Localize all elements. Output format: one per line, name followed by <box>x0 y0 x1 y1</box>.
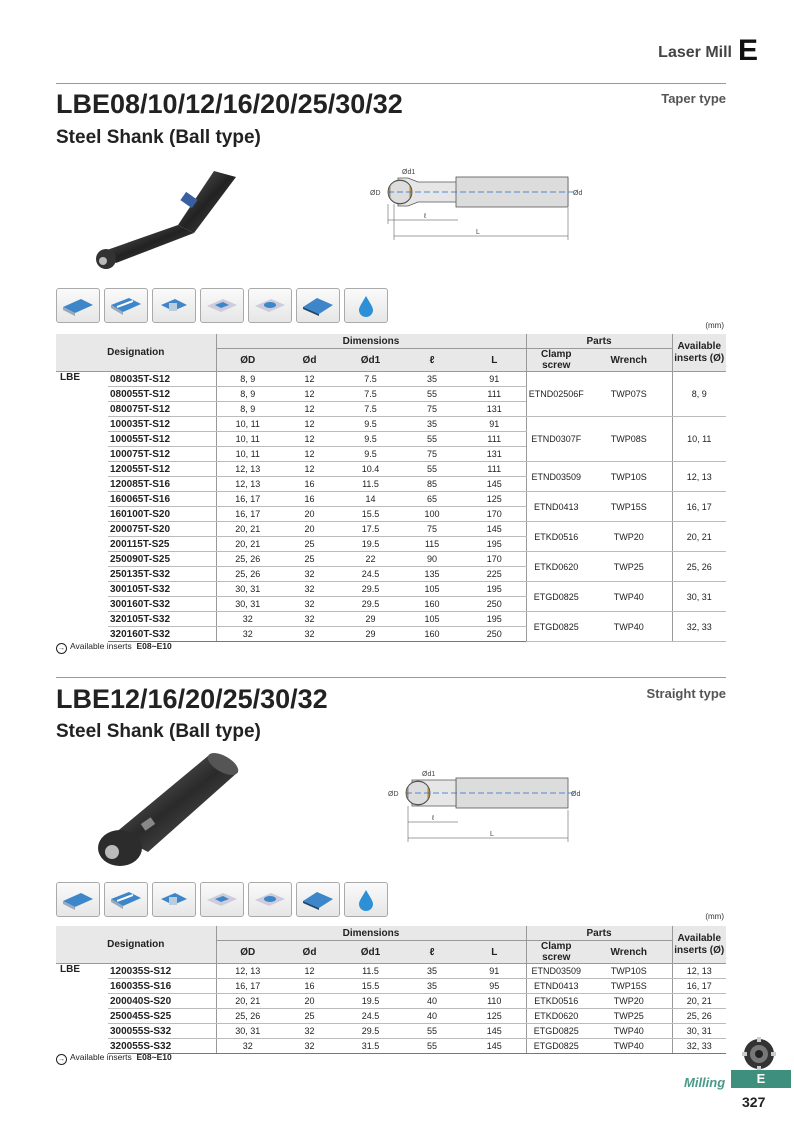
dimension-cell: 32 <box>279 1024 340 1039</box>
available-inserts-note: → Available inserts E08~E10 <box>58 1052 172 1063</box>
dimension-cell: 12 <box>279 964 340 979</box>
available-inserts-cell: 12, 13 <box>672 964 726 979</box>
milling-profile-icon <box>296 882 340 917</box>
wrench-cell: TWP15S <box>586 492 672 522</box>
dimension-cell: 131 <box>463 402 526 417</box>
application-icons <box>56 882 388 917</box>
dimension-cell: 11.5 <box>340 477 401 492</box>
clamp-screw-cell: ETND0413 <box>526 979 586 994</box>
application-icons <box>56 288 388 323</box>
chapter-letter: E <box>737 34 758 67</box>
dimension-cell: 29 <box>340 612 401 627</box>
milling-ramp-icon <box>248 882 292 917</box>
header-clamp: Clamp screw <box>526 349 586 372</box>
dimension-cell: 8, 9 <box>216 402 279 417</box>
dimension-cell: 95 <box>463 979 526 994</box>
dimension-cell: 8, 9 <box>216 387 279 402</box>
dimension-cell: 17.5 <box>340 522 401 537</box>
dimension-cell: 7.5 <box>340 387 401 402</box>
dimension-cell: 29.5 <box>340 597 401 612</box>
milling-step-icon <box>152 882 196 917</box>
series-label: LBE <box>60 372 80 383</box>
dimension-cell: 35 <box>401 964 463 979</box>
available-inserts-cell: 20, 21 <box>672 994 726 1009</box>
milling-pocket-icon <box>200 882 244 917</box>
designation-cell: 200075T-S20 <box>108 522 216 537</box>
available-inserts-cell: 30, 31 <box>672 582 726 612</box>
dimension-cell: 160 <box>401 597 463 612</box>
clamp-screw-cell: ETGD0825 <box>526 582 586 612</box>
divider <box>56 677 726 678</box>
coolant-drop-icon <box>344 882 388 917</box>
designation-cell: 320160T-S32 <box>108 627 216 642</box>
dimension-cell: 105 <box>401 582 463 597</box>
clamp-screw-cell: ETKD0620 <box>526 1009 586 1024</box>
table-row <box>56 994 726 1009</box>
table-row <box>56 462 726 477</box>
wrench-cell: TWP40 <box>586 612 672 642</box>
dimension-cell: 20, 21 <box>216 522 279 537</box>
dimension-cell: 7.5 <box>340 372 401 387</box>
dimension-cell: 12, 13 <box>216 462 279 477</box>
dimension-cell: 35 <box>401 979 463 994</box>
available-inserts-note: → Available inserts E08~E10 <box>58 641 172 652</box>
dimension-cell: 91 <box>463 964 526 979</box>
svg-text:ØD: ØD <box>388 791 399 798</box>
milling-slot-icon <box>104 288 148 323</box>
header-dimensions: Dimensions <box>216 926 526 941</box>
clamp-screw-cell: ETKD0620 <box>526 552 586 582</box>
dimension-cell: 125 <box>463 1009 526 1024</box>
dimension-cell: 250 <box>463 597 526 612</box>
section-subtitle: Steel Shank (Ball type) <box>56 721 261 742</box>
milling-profile-icon <box>296 288 340 323</box>
designation-cell: 080075T-S12 <box>108 402 216 417</box>
designation-cell: 100055T-S12 <box>108 432 216 447</box>
wrench-cell: TWP15S <box>586 979 672 994</box>
spec-table-straight <box>56 926 726 1054</box>
header-d1: Ød1 <box>340 941 401 964</box>
dimension-cell: 9.5 <box>340 447 401 462</box>
dimension-cell: 195 <box>463 582 526 597</box>
section-title: LBE08/10/12/16/20/25/30/32 <box>56 89 403 119</box>
designation-cell: 160065T-S16 <box>108 492 216 507</box>
designation-cell: 300105T-S32 <box>108 582 216 597</box>
designation-cell: 120055T-S12 <box>108 462 216 477</box>
dimension-cell: 75 <box>401 402 463 417</box>
wrench-cell: TWP10S <box>586 964 672 979</box>
available-inserts-cell: 25, 26 <box>672 552 726 582</box>
dimension-cell: 30, 31 <box>216 582 279 597</box>
wrench-cell: TWP08S <box>586 417 672 462</box>
dimension-cell: 40 <box>401 994 463 1009</box>
dimension-cell: 11.5 <box>340 964 401 979</box>
header-parts: Parts <box>526 334 672 349</box>
clamp-screw-cell: ETGD0825 <box>526 1024 586 1039</box>
dimension-cell: 12 <box>279 387 340 402</box>
unit-label: (mm) <box>705 912 724 921</box>
dimension-cell: 55 <box>401 1024 463 1039</box>
designation-cell: 320055S-S32 <box>108 1039 216 1054</box>
svg-text:L: L <box>490 831 494 838</box>
designation-cell: 320105T-S32 <box>108 612 216 627</box>
dimension-cell: 29.5 <box>340 1024 401 1039</box>
designation-cell: 250090T-S25 <box>108 552 216 567</box>
available-inserts-cell: 10, 11 <box>672 417 726 462</box>
clamp-screw-cell: ETKD0516 <box>526 522 586 552</box>
header-d1: Ød1 <box>340 349 401 372</box>
designation-cell: 200115T-S25 <box>108 537 216 552</box>
section-title: LBE12/16/20/25/30/32 <box>56 684 328 714</box>
dimension-cell: 135 <box>401 567 463 582</box>
dimension-cell: 32 <box>216 1039 279 1054</box>
reference-arrow-icon: → <box>58 1056 65 1063</box>
dimension-cell: 55 <box>401 432 463 447</box>
table-row <box>56 1024 726 1039</box>
dimension-cell: 24.5 <box>340 567 401 582</box>
svg-text:ℓ: ℓ <box>424 213 427 220</box>
table-row <box>56 552 726 567</box>
dimension-cell: 110 <box>463 994 526 1009</box>
milling-face-icon <box>56 882 100 917</box>
dimension-cell: 12, 13 <box>216 964 279 979</box>
dimension-cell: 16, 17 <box>216 507 279 522</box>
dimension-cell: 90 <box>401 552 463 567</box>
header-designation: Designation <box>56 334 216 372</box>
designation-cell: 100035T-S12 <box>108 417 216 432</box>
dimension-cell: 20, 21 <box>216 994 279 1009</box>
dimension-cell: 65 <box>401 492 463 507</box>
available-inserts-cell: 12, 13 <box>672 462 726 492</box>
dimension-cell: 15.5 <box>340 507 401 522</box>
dimension-cell: 100 <box>401 507 463 522</box>
milling-step-icon <box>152 288 196 323</box>
clamp-screw-cell: ETKD0516 <box>526 994 586 1009</box>
clamp-screw-cell: ETND03509 <box>526 462 586 492</box>
dimension-cell: 145 <box>463 477 526 492</box>
available-inserts-cell: 16, 17 <box>672 979 726 994</box>
dimension-cell: 12 <box>279 372 340 387</box>
dimension-cell: 55 <box>401 1039 463 1054</box>
dimension-cell: 25, 26 <box>216 567 279 582</box>
designation-cell: 080055T-S12 <box>108 387 216 402</box>
milling-ramp-icon <box>248 288 292 323</box>
dimension-cell: 12, 13 <box>216 477 279 492</box>
clamp-screw-cell: ETND0413 <box>526 492 586 522</box>
dimension-cell: 111 <box>463 462 526 477</box>
header-l: ℓ <box>401 941 463 964</box>
dimension-cell: 24.5 <box>340 1009 401 1024</box>
dimension-cell: 170 <box>463 552 526 567</box>
available-inserts-cell: 16, 17 <box>672 492 726 522</box>
table-row <box>56 372 726 387</box>
dimension-cell: 160 <box>401 627 463 642</box>
dimension-cell: 40 <box>401 1009 463 1024</box>
footer-category: Milling <box>684 1075 726 1090</box>
footer-letter-tab: E <box>731 1070 791 1088</box>
clamp-screw-cell: ETND0307F <box>526 417 586 462</box>
dimension-cell: 35 <box>401 372 463 387</box>
designation-cell: 160035S-S16 <box>108 979 216 994</box>
available-inserts-cell: 32, 33 <box>672 1039 726 1054</box>
dimension-cell: 145 <box>463 1024 526 1039</box>
dimension-cell: 19.5 <box>340 994 401 1009</box>
dimension-cell: 10.4 <box>340 462 401 477</box>
svg-text:Ød1: Ød1 <box>422 771 436 778</box>
dimension-cell: 75 <box>401 522 463 537</box>
milling-pocket-icon <box>200 288 244 323</box>
table-row <box>56 964 726 979</box>
available-inserts-cell: 20, 21 <box>672 522 726 552</box>
dimension-cell: 25, 26 <box>216 1009 279 1024</box>
table-row <box>56 522 726 537</box>
dimension-cell: 32 <box>216 627 279 642</box>
header-L: L <box>463 941 526 964</box>
product-image-straight <box>80 752 250 872</box>
designation-cell: 250045S-S25 <box>108 1009 216 1024</box>
dimension-cell: 25 <box>279 1009 340 1024</box>
dimension-cell: 75 <box>401 447 463 462</box>
designation-cell: 300055S-S32 <box>108 1024 216 1039</box>
divider <box>56 83 726 84</box>
designation-cell: 100075T-S12 <box>108 447 216 462</box>
clamp-screw-cell: ETND02506F <box>526 372 586 417</box>
designation-cell: 120035S-S12 <box>108 964 216 979</box>
dimension-cell: 111 <box>463 387 526 402</box>
dimension-cell: 131 <box>463 447 526 462</box>
available-inserts-cell: 30, 31 <box>672 1024 726 1039</box>
header-clamp: Clamp screw <box>526 941 586 964</box>
dimension-cell: 9.5 <box>340 432 401 447</box>
dimension-cell: 25 <box>279 537 340 552</box>
available-inserts-cell: 25, 26 <box>672 1009 726 1024</box>
dimension-cell: 16 <box>279 492 340 507</box>
dimension-cell: 85 <box>401 477 463 492</box>
dimension-cell: 225 <box>463 567 526 582</box>
wrench-cell: TWP20 <box>586 994 672 1009</box>
dimension-cell: 9.5 <box>340 417 401 432</box>
dimension-cell: 22 <box>340 552 401 567</box>
dimension-cell: 91 <box>463 417 526 432</box>
dimension-cell: 20 <box>279 507 340 522</box>
clamp-screw-cell: ETGD0825 <box>526 612 586 642</box>
designation-cell: 120085T-S16 <box>108 477 216 492</box>
table-row <box>56 417 726 432</box>
dimension-cell: 105 <box>401 612 463 627</box>
dimension-cell: 10, 11 <box>216 417 279 432</box>
coolant-drop-icon <box>344 288 388 323</box>
svg-text:ℓ: ℓ <box>432 815 435 822</box>
section-subtitle: Steel Shank (Ball type) <box>56 127 261 148</box>
header-d-big: ØD <box>216 349 279 372</box>
dimension-cell: 16, 17 <box>216 492 279 507</box>
dimension-cell: 55 <box>401 462 463 477</box>
wrench-cell: TWP25 <box>586 1009 672 1024</box>
table-row <box>56 1009 726 1024</box>
dimension-drawing-taper <box>368 164 593 244</box>
dimension-cell: 250 <box>463 627 526 642</box>
dimension-cell: 29 <box>340 627 401 642</box>
dimension-cell: 55 <box>401 387 463 402</box>
svg-text:Ød: Ød <box>573 190 583 197</box>
dimension-cell: 170 <box>463 507 526 522</box>
designation-cell: 250135T-S32 <box>108 567 216 582</box>
unit-label: (mm) <box>705 321 724 330</box>
available-inserts-cell: 8, 9 <box>672 372 726 417</box>
product-image-taper <box>86 163 246 273</box>
dimension-cell: 12 <box>279 417 340 432</box>
wrench-cell: TWP10S <box>586 462 672 492</box>
header-L: L <box>463 349 526 372</box>
header-d: Ød <box>279 349 340 372</box>
dimension-cell: 125 <box>463 492 526 507</box>
svg-text:Ød1: Ød1 <box>402 169 416 176</box>
dimension-cell: 30, 31 <box>216 1024 279 1039</box>
dimension-cell: 32 <box>279 612 340 627</box>
header-designation: Designation <box>56 926 216 964</box>
dimension-cell: 195 <box>463 537 526 552</box>
header-parts: Parts <box>526 926 672 941</box>
header-wrench: Wrench <box>586 941 672 964</box>
milling-face-icon <box>56 288 100 323</box>
dimension-cell: 10, 11 <box>216 432 279 447</box>
header-l: ℓ <box>401 349 463 372</box>
clamp-screw-cell: ETND03509 <box>526 964 586 979</box>
designation-cell: 200040S-S20 <box>108 994 216 1009</box>
dimension-cell: 12 <box>279 402 340 417</box>
wrench-cell: TWP20 <box>586 522 672 552</box>
dimension-cell: 30, 31 <box>216 597 279 612</box>
milling-slot-icon <box>104 882 148 917</box>
header-dimensions: Dimensions <box>216 334 526 349</box>
dimension-cell: 35 <box>401 417 463 432</box>
milling-cutter-icon <box>742 1037 776 1071</box>
header-available: Available inserts (Ø) <box>672 334 726 372</box>
dimension-cell: 16 <box>279 477 340 492</box>
dimension-cell: 15.5 <box>340 979 401 994</box>
dimension-cell: 195 <box>463 612 526 627</box>
table-row <box>56 979 726 994</box>
dimension-cell: 29.5 <box>340 582 401 597</box>
dimension-cell: 20 <box>279 994 340 1009</box>
dimension-cell: 20 <box>279 522 340 537</box>
reference-arrow-icon: → <box>58 645 65 652</box>
dimension-cell: 14 <box>340 492 401 507</box>
dimension-cell: 32 <box>279 582 340 597</box>
header-d-big: ØD <box>216 941 279 964</box>
table-row <box>56 492 726 507</box>
dimension-cell: 16, 17 <box>216 979 279 994</box>
dimension-cell: 12 <box>279 432 340 447</box>
table-row <box>56 582 726 597</box>
section-type: Taper type <box>661 91 726 106</box>
chapter-header <box>658 34 758 68</box>
designation-cell: 300160T-S32 <box>108 597 216 612</box>
wrench-cell: TWP25 <box>586 552 672 582</box>
header-wrench: Wrench <box>586 349 672 372</box>
dimension-cell: 145 <box>463 1039 526 1054</box>
dimension-cell: 111 <box>463 432 526 447</box>
dimension-cell: 145 <box>463 522 526 537</box>
wrench-cell: TWP40 <box>586 1024 672 1039</box>
dimension-cell: 32 <box>279 567 340 582</box>
series-label: LBE <box>60 964 80 975</box>
dimension-cell: 32 <box>279 597 340 612</box>
header-available: Available inserts (Ø) <box>672 926 726 964</box>
dimension-cell: 10, 11 <box>216 447 279 462</box>
wrench-cell: TWP40 <box>586 1039 672 1054</box>
dimension-cell: 115 <box>401 537 463 552</box>
svg-text:L: L <box>476 229 480 236</box>
spec-table-taper <box>56 334 726 642</box>
dimension-cell: 12 <box>279 462 340 477</box>
svg-text:ØD: ØD <box>370 190 381 197</box>
dimension-cell: 16 <box>279 979 340 994</box>
dimension-cell: 25 <box>279 552 340 567</box>
dimension-drawing-straight <box>386 768 586 846</box>
dimension-cell: 8, 9 <box>216 372 279 387</box>
designation-cell: 160100T-S20 <box>108 507 216 522</box>
table-row <box>56 612 726 627</box>
dimension-cell: 20, 21 <box>216 537 279 552</box>
dimension-cell: 32 <box>279 1039 340 1054</box>
available-inserts-cell: 32, 33 <box>672 612 726 642</box>
dimension-cell: 31.5 <box>340 1039 401 1054</box>
svg-text:Ød: Ød <box>571 791 581 798</box>
wrench-cell: TWP07S <box>586 372 672 417</box>
dimension-cell: 12 <box>279 447 340 462</box>
header-d: Ød <box>279 941 340 964</box>
dimension-cell: 25, 26 <box>216 552 279 567</box>
page-number: 327 <box>742 1094 766 1110</box>
designation-cell: 080035T-S12 <box>108 372 216 387</box>
dimension-cell: 19.5 <box>340 537 401 552</box>
dimension-cell: 91 <box>463 372 526 387</box>
chapter-title: Laser Mill <box>658 44 732 61</box>
dimension-cell: 32 <box>216 612 279 627</box>
dimension-cell: 7.5 <box>340 402 401 417</box>
section-type: Straight type <box>646 686 726 701</box>
dimension-cell: 32 <box>279 627 340 642</box>
clamp-screw-cell: ETGD0825 <box>526 1039 586 1054</box>
wrench-cell: TWP40 <box>586 582 672 612</box>
